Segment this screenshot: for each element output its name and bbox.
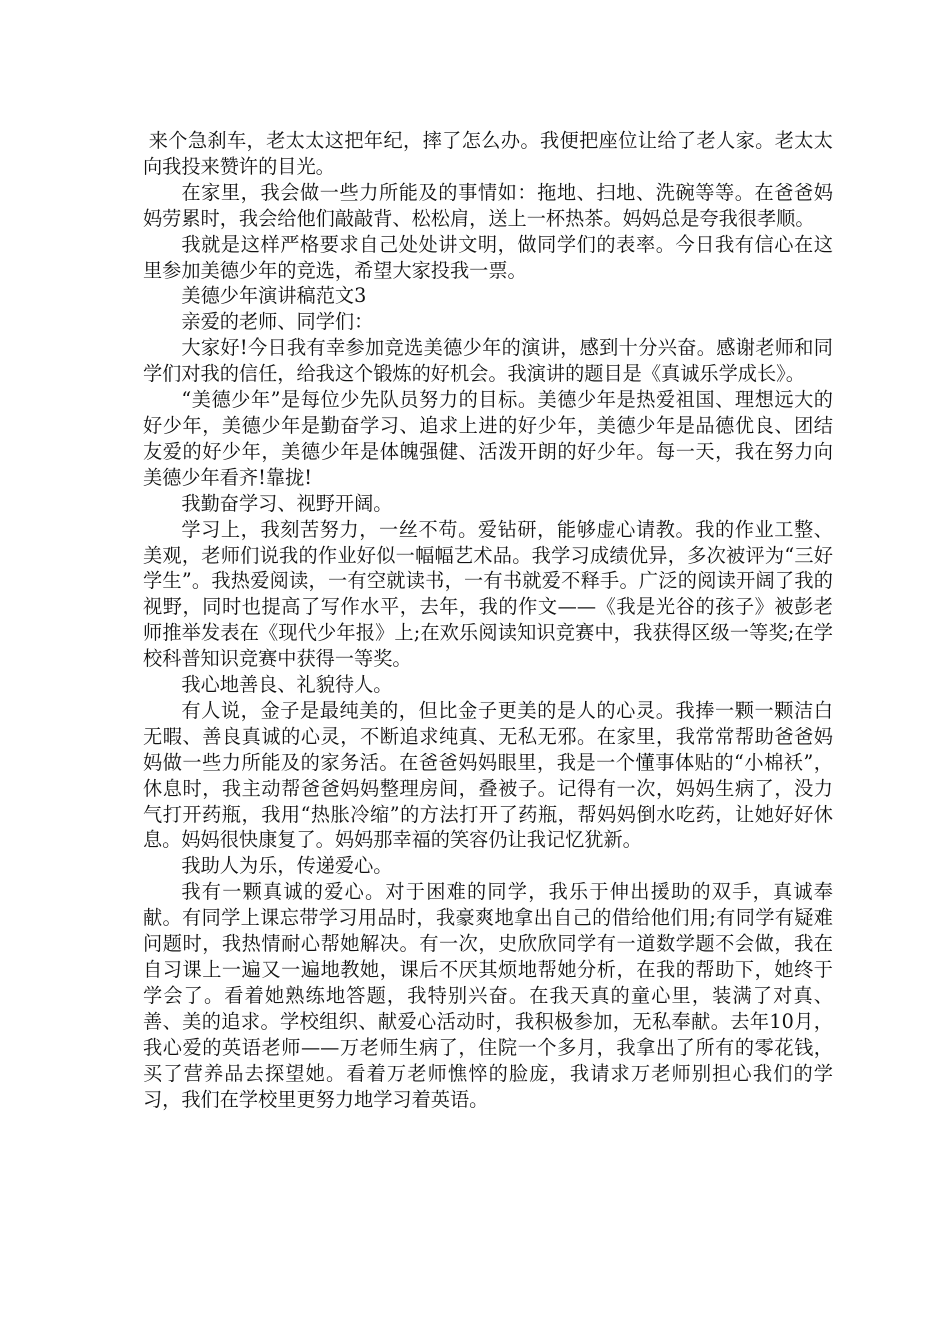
salutation: 亲爱的老师、同学们： [181, 310, 374, 334]
paragraph-kindness: 有人说，金子是最纯美的，但比金子更美的是人的心灵。我捧一颗一颗洁白无暇、善良真诚的心灵，不断追求纯真、无私无邪。在家里，我常常帮助爸爸妈妈做一些力所能及的家务活。在爸爸妈妈眼里，我是一个懂事体贴的“小棉袄”，休息时，我主动帮爸爸妈妈整理房间，叠被子。记得有一次，妈妈生病了，没力气打开药瓶，我用“热胀冷缩”的方法打开了药瓶，帮妈妈倒水吃药，让她好好休息。妈妈很快康复了。妈妈那幸福的笑容仍让我记忆犹新。 [143, 698, 833, 852]
paragraph-greeting: 大家好!今日我有幸参加竞选美德少年的演讲，感到十分兴奋。感谢老师和同学们对我的信任，给我这个锻炼的好机会。我演讲的题目是《真诚乐学成长》。 [143, 336, 833, 386]
subheading-helping: 我助人为乐，传递爱心。 [181, 854, 393, 878]
paragraph-home-chores: 在家里，我会做一些力所能及的事情如：拖地、扫地、洗碗等等。在爸爸妈妈劳累时，我会给他们敲敲背、松松肩，送上一杯热茶。妈妈总是夸我很孝顺。 [143, 180, 833, 230]
section-title: 美德少年演讲稿范文3 [181, 284, 367, 308]
paragraph-closing-vote: 我就是这样严格要求自己处处讲文明，做同学们的表率。今日我有信心在这里参加美德少年的竞选，希望大家投我一票。 [143, 232, 833, 282]
paragraph-goal: “美德少年”是每位少先队员努力的目标。美德少年是热爱祖国、理想远大的好少年，美德少年是勤奋学习、追求上进的好少年，美德少年是品德优良、团结友爱的好少年，美德少年是体魄强健、活泼开朗的好少年。每一天，我在努力向美德少年看齐!靠拢! [143, 388, 833, 489]
paragraph-continuation: 来个急刹车，老太太这把年纪，摔了怎么办。我便把座位让给了老人家。老太太向我投来赞许的目光。 [143, 129, 833, 178]
paragraph-study: 学习上，我刻苦努力，一丝不苟。爱钻研，能够虚心请教。我的作业工整、美观，老师们说我的作业好似一幅幅艺术品。我学习成绩优异，多次被评为“三好学生”。我热爱阅读，一有空就读书，一有书就爱不释手。广泛的阅读开阔了我的视野，同时也提高了写作水平，去年，我的作文——《我是光谷的孩子》被彭老师推举发表在《现代少年报》上;在欢乐阅读知识竞赛中，我获得区级一等奖;在学校科普知识竞赛中获得一等奖。 [143, 517, 833, 671]
subheading-study: 我勤奋学习、视野开阔。 [181, 491, 393, 515]
paragraph-helping: 我有一颗真诚的爱心。对于困难的同学，我乐于伸出援助的双手，真诚奉献。有同学上课忘带学习用品时，我豪爽地拿出自己的借给他们用;有同学有疑难问题时，我热情耐心帮她解决。有一次，史欣欣同学有一道数学题不会做，我在自习课上一遍又一遍地教她，课后不厌其烦地帮她分析，在我的帮助下，她终于学会了。看着她熟练地答题，我特别兴奋。在我天真的童心里，装满了对真、善、美的追求。学校组织、献爱心活动时，我积极参加，无私奉献。去年10月，我心爱的英语老师——万老师生病了，住院一个多月，我拿出了所有的零花钱，买了营养品去探望她。看着万老师憔悴的脸庞，我请求万老师别担心我们的学习，我们在学校里更努力地学习着英语。 [143, 880, 833, 1111]
subheading-kindness: 我心地善良、礼貌待人。 [181, 673, 393, 697]
document-body [143, 128, 833, 1112]
